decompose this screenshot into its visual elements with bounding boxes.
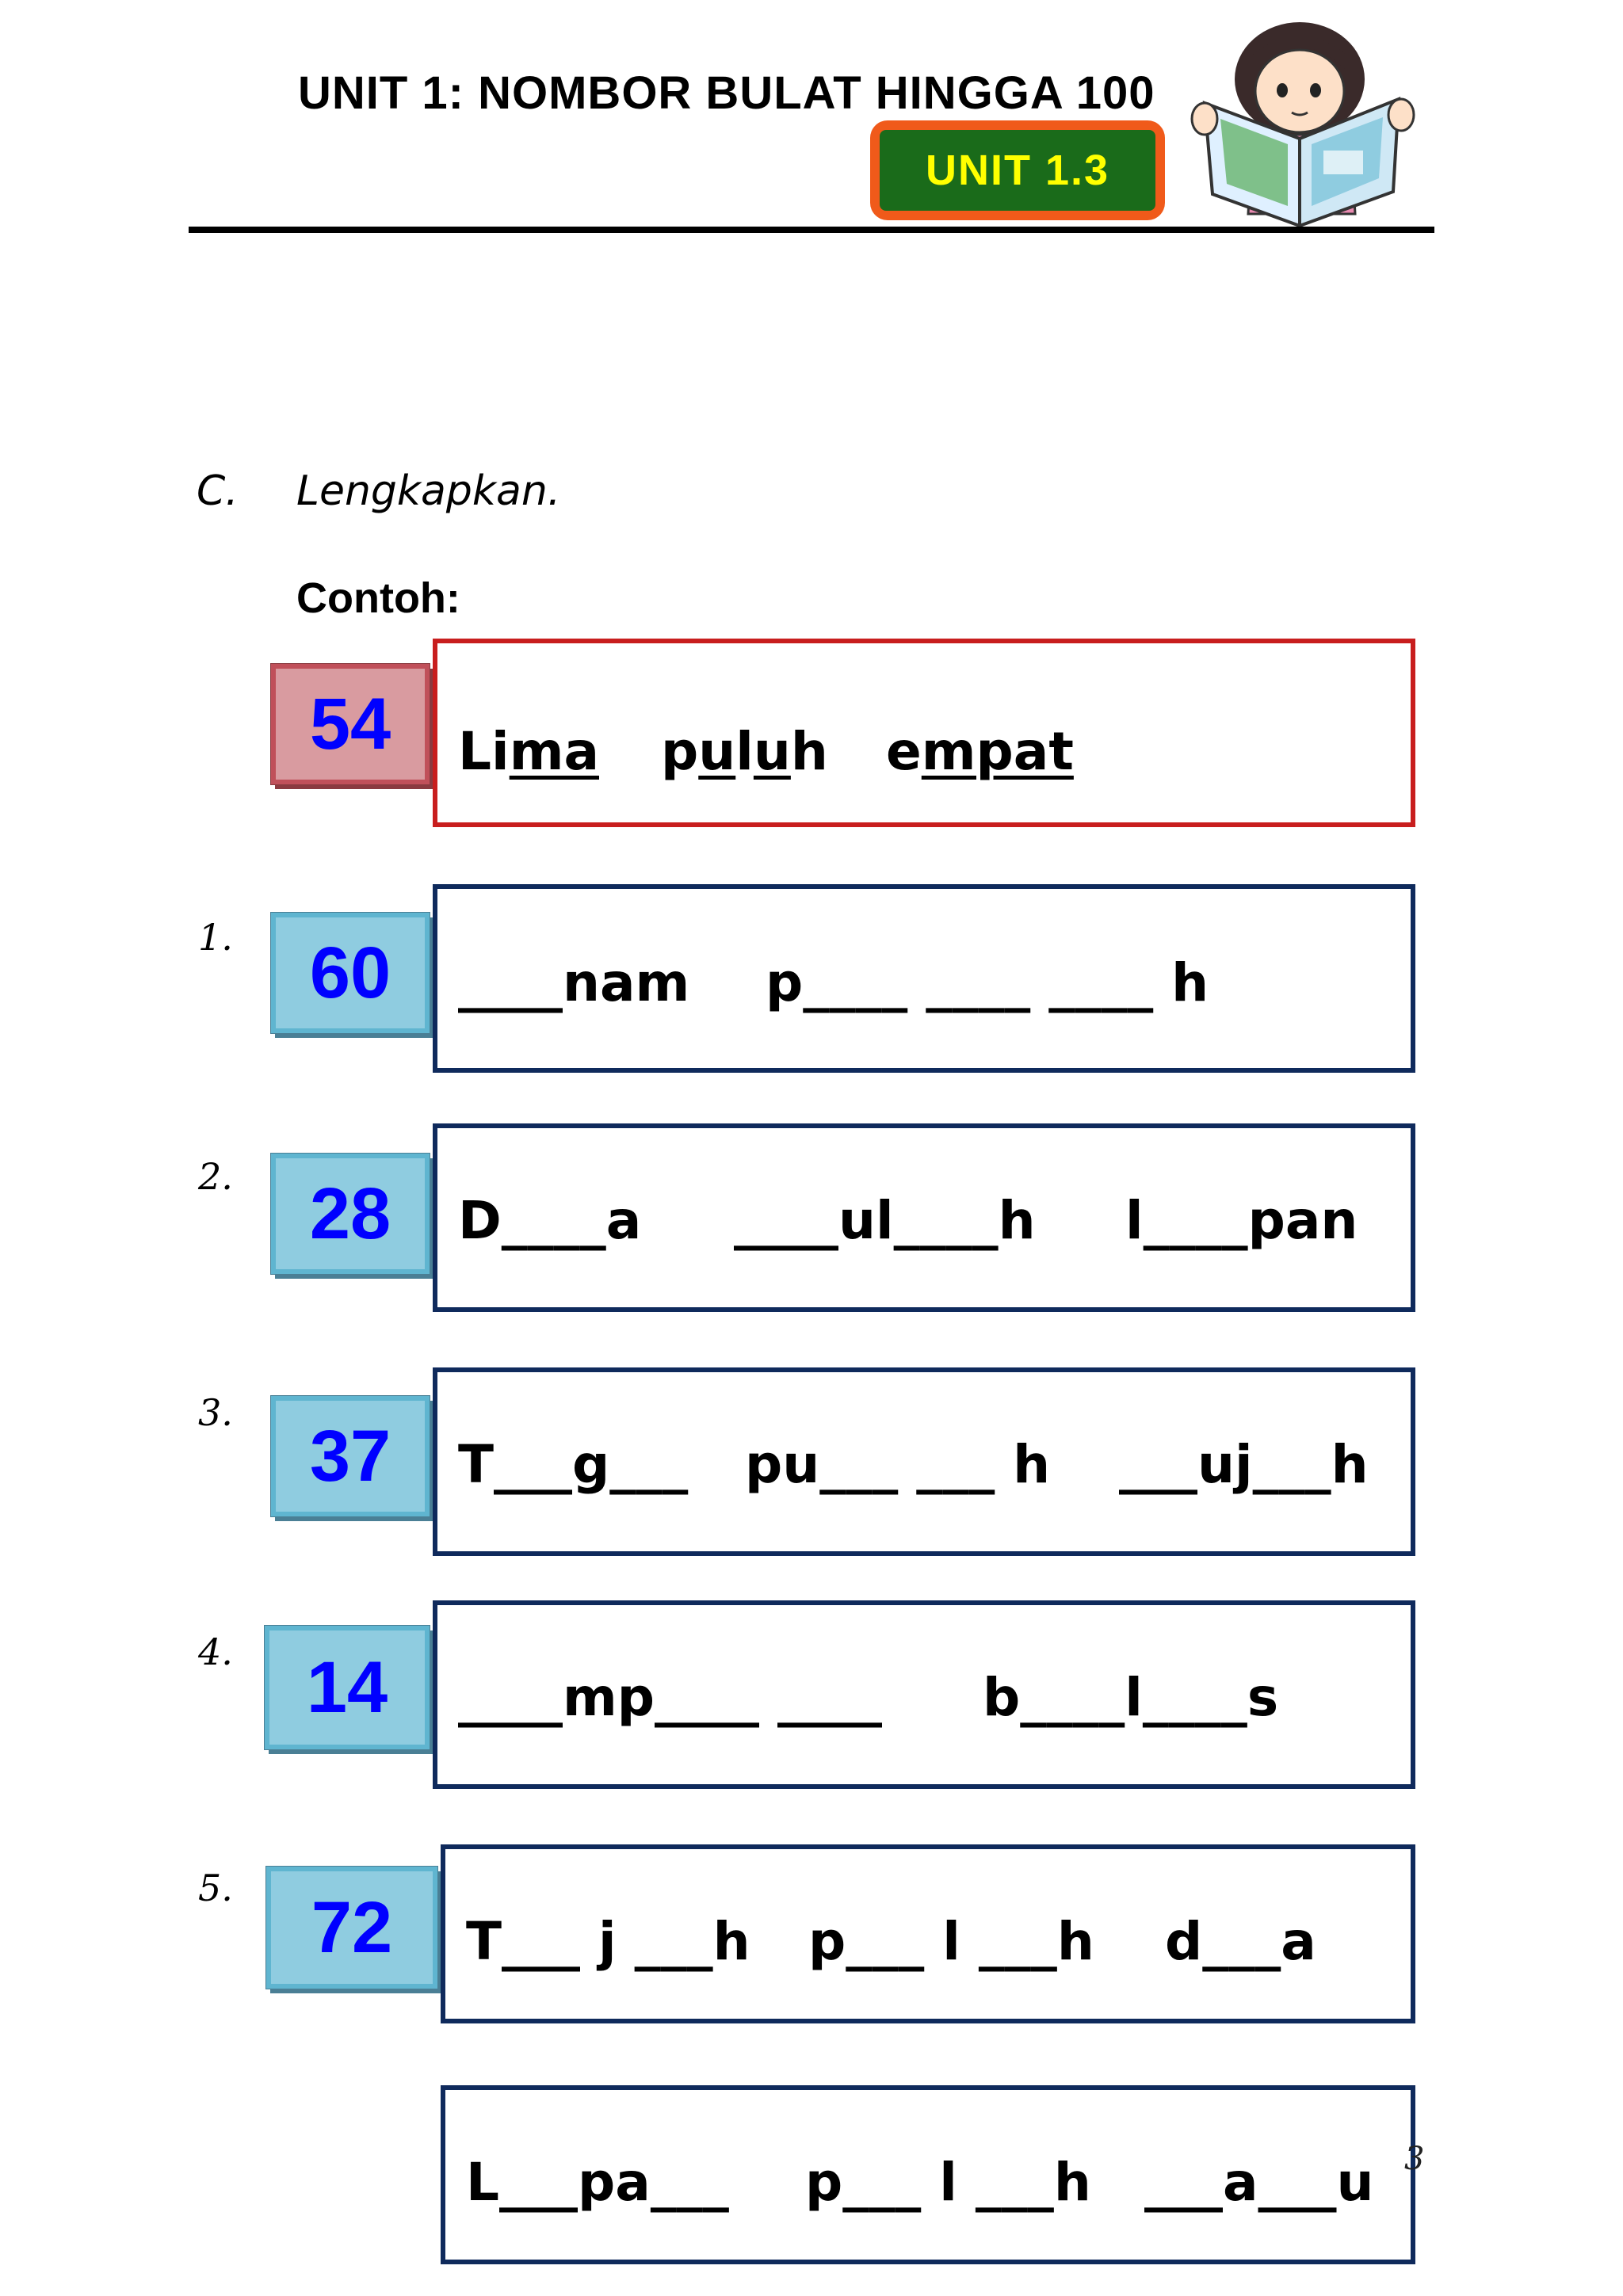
answer-word: p___ l ___h — [805, 2152, 1091, 2213]
answer-word: pu___ ___ h — [745, 1434, 1051, 1495]
section-instruction: Lengkapkan. — [296, 467, 561, 515]
answer-word: ___uj___h — [1119, 1434, 1369, 1495]
question-number-box — [266, 1867, 437, 1989]
question-number: 72 — [311, 1886, 393, 1968]
unit-badge — [870, 120, 1165, 220]
answer-word: ____mp____ ____ — [458, 1667, 882, 1728]
question-number-box — [271, 913, 430, 1033]
unit-title: UNIT 1: NOMBOR BULAT HINGGA 100 — [298, 67, 1155, 119]
question-label: 4. — [198, 1630, 233, 1673]
answer-word: ____ul____h — [734, 1190, 1036, 1251]
question-number: 60 — [309, 932, 391, 1013]
question-label: 1. — [198, 916, 233, 959]
unit-badge-label: UNIT 1.3 — [880, 130, 1155, 211]
question-label: 5. — [198, 1867, 233, 1909]
girl-reading-book-icon — [1189, 8, 1419, 230]
answer-word: ___a___u — [1144, 2152, 1374, 2213]
question-label: 3. — [198, 1391, 233, 1434]
answer-word: d___a — [1165, 1911, 1316, 1972]
answer-word: l____pan — [1125, 1190, 1358, 1251]
section-letter: C. — [197, 467, 239, 515]
answer-word: p____ ____ ____ h — [766, 952, 1209, 1013]
answer-word: L___pa___ — [466, 2152, 729, 2213]
page-number: 3 — [1404, 2141, 1425, 2177]
question-label: 2. — [198, 1155, 233, 1198]
answer-word: ____nam — [458, 952, 690, 1013]
question-number: 28 — [309, 1173, 391, 1254]
answer-word: D____a — [458, 1190, 642, 1251]
answer-word: T___g___ — [458, 1434, 689, 1495]
question-number-box — [271, 1154, 430, 1274]
example-number: 54 — [309, 683, 391, 765]
example-number-box — [271, 664, 430, 784]
answer-word: T___ j ___h — [466, 1911, 750, 1972]
example-word-1: Lima — [458, 721, 599, 782]
answer-word: p___ l ___h — [808, 1911, 1094, 1972]
example-word-2: puluh — [661, 721, 828, 782]
example-word-3: empat — [886, 721, 1074, 782]
question-number: 14 — [306, 1646, 388, 1728]
answer-word: b____l____s — [983, 1667, 1279, 1728]
question-number-box — [265, 1626, 430, 1749]
example-label: Contoh: — [296, 574, 460, 622]
question-number: 37 — [309, 1415, 391, 1497]
question-number-box — [271, 1396, 430, 1516]
header-divider — [189, 227, 1434, 233]
